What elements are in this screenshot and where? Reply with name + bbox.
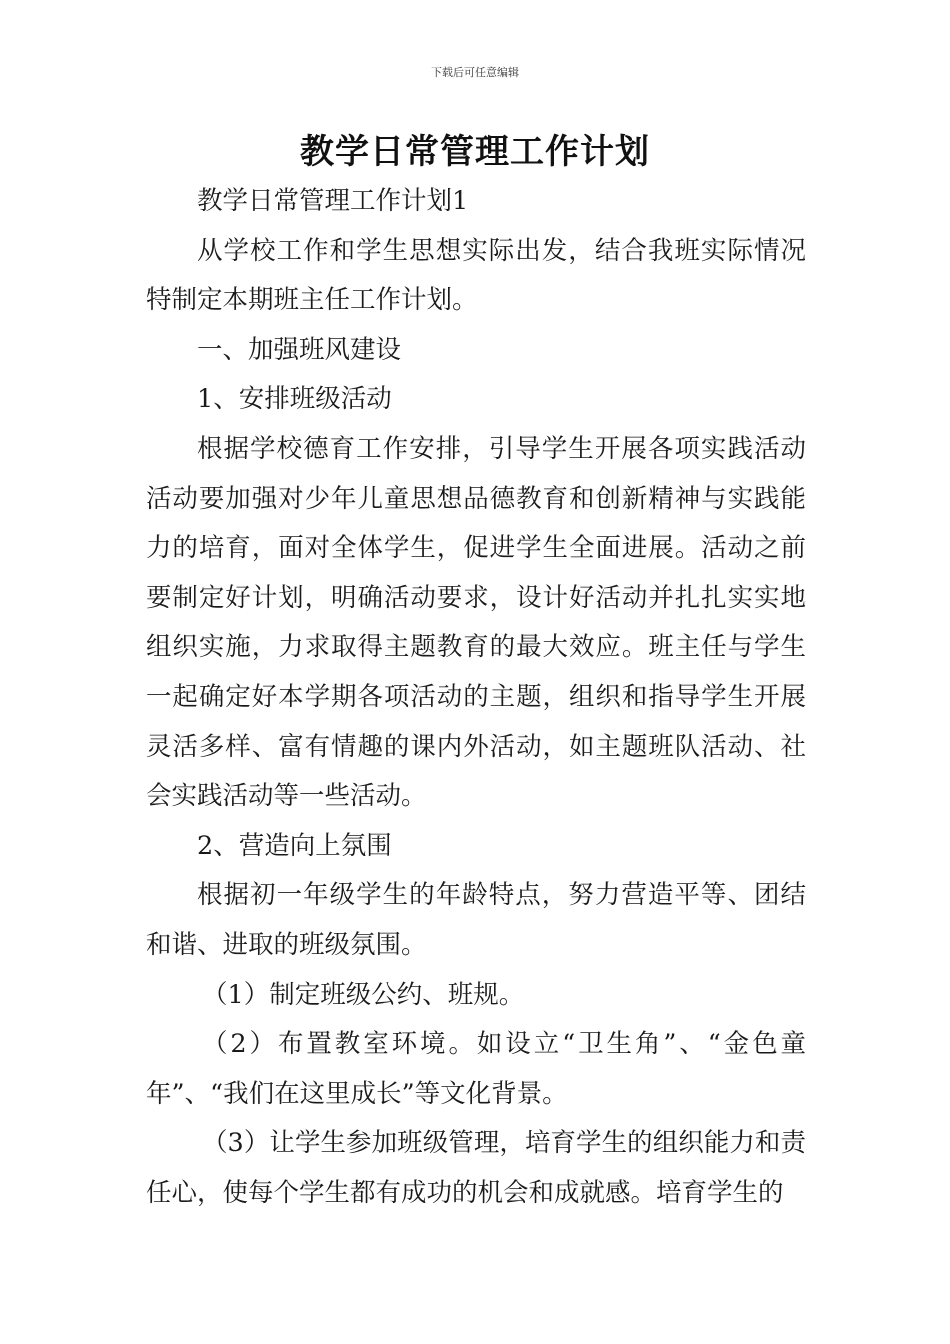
paragraph: 根据学校德育工作安排，引导学生开展各项实践活动活动要加强对少年儿童思想品德教育和创新精神与实践能力的培育，面对全体学生，促进学生全面进展。活动之前要制定好计划，明确活动要求，设计好活动并扎扎实实地组织实施，力求取得主题教育的最大效应。班主任与学生一起确定好本学期各项活动的主题，组织和指导学生开展灵活多样、富有情趣的课内外活动，如主题班队活动、社会实践活动等一些活动。 (146, 433, 806, 812)
paragraph: 从学校工作和学生思想实际出发，结合我班实际情况特制定本期班主任工作计划。 (146, 235, 806, 316)
document-body (146, 177, 806, 1218)
paragraph: 根据初一年级学生的年龄特点，努力营造平等、团结和谐、进取的班级氛围。 (146, 880, 806, 960)
section-heading: 一、加强班风建设 (197, 334, 402, 365)
subsection-heading: 2、营造向上氛围 (197, 830, 392, 861)
header-note: 下载后可任意编辑 (431, 66, 519, 79)
document-title: 教学日常管理工作计划 (300, 132, 650, 172)
list-item: （3）让学生参加班级管理，培育学生的组织能力和责任心，使每个学生都有成功的机会和成就感。培育学生的 (146, 1128, 806, 1208)
list-item: （2）布置教室环境。如设立“卫生角”、“金色童年”、“我们在这里成长”等文化背景。 (146, 1029, 806, 1109)
list-item: （1）制定班级公约、班规。 (202, 979, 525, 1010)
section-heading: 教学日常管理工作计划1 (197, 186, 469, 216)
subsection-heading: 1、安排班级活动 (197, 384, 392, 415)
